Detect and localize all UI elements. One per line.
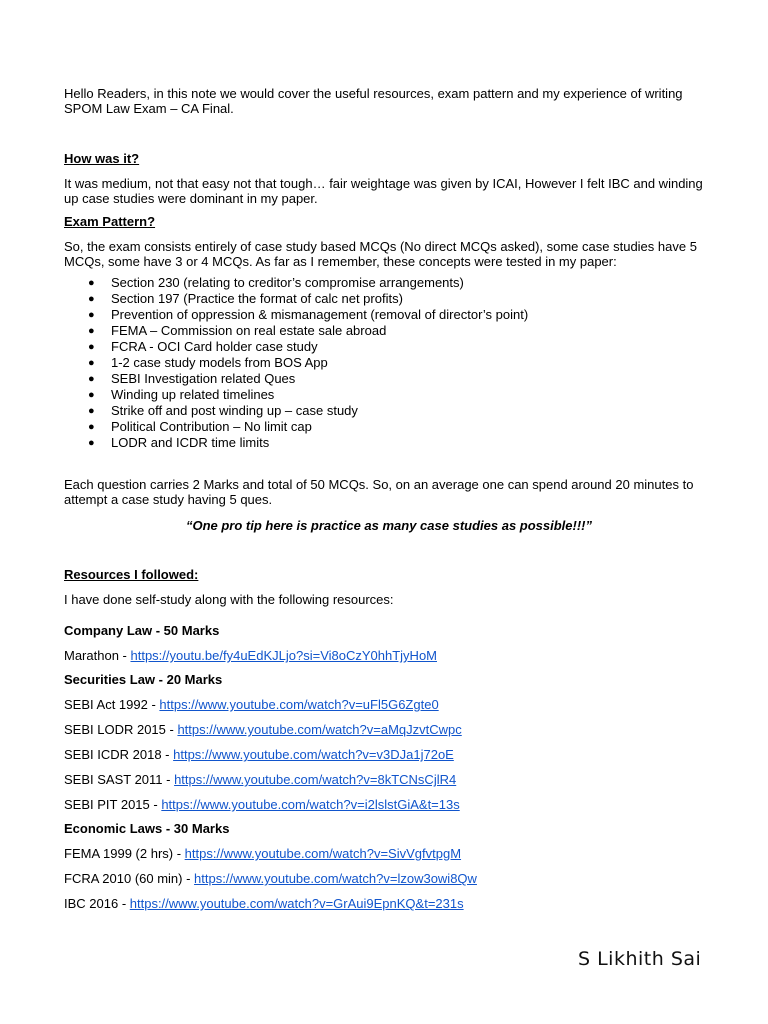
resource-line: [64, 697, 714, 712]
list-item: ● Section 197 (Practice the format of calc net profits): [88, 291, 403, 306]
resource-link[interactable]: https://www.youtube.com/watch?v=aMqJzvtCwpc: [177, 722, 462, 737]
resource-line: [64, 772, 714, 787]
resource-link[interactable]: https://www.youtube.com/watch?v=8kTCNsCjlR4: [174, 772, 457, 787]
bullet-icon: ●: [88, 437, 95, 449]
bullet-icon: ●: [88, 373, 95, 385]
resource-label: SEBI Act 1992 -: [64, 697, 160, 712]
resource-label: SEBI ICDR 2018 -: [64, 747, 174, 762]
resource-link[interactable]: https://www.youtube.com/watch?v=v3DJa1j72oE: [173, 747, 454, 762]
resource-link[interactable]: https://www.youtube.com/watch?v=i2lslstGiA&t=13s: [161, 797, 460, 812]
bullet-icon: ●: [88, 277, 95, 289]
resource-label: SEBI PIT 2015 -: [64, 797, 162, 812]
bullet-icon: ●: [88, 309, 95, 321]
resources-intro: I have done self-study along with the following resources:: [64, 592, 394, 607]
company-law-title: Company Law - 50 Marks: [64, 623, 220, 638]
marks-paragraph: Each question carries 2 Marks and total of 50 MCQs. So, on an average one can spend around 20 minutes to attempt a case study having 5 ques.: [64, 477, 694, 507]
how-was-it-paragraph: It was medium, not that easy not that tough… fair weightage was given by ICAI, However I felt IBC and winding up case studies were dominant in my paper.: [64, 176, 703, 206]
resource-line: [64, 722, 714, 737]
pro-tip-quote: “One pro tip here is practice as many case studies as possible!!!”: [185, 518, 593, 533]
topics-list: [64, 275, 714, 451]
author-signature: S Likhith Sai: [578, 948, 702, 970]
list-item: ● 1-2 case study models from BOS App: [88, 355, 328, 370]
resource-link[interactable]: https://youtu.be/fy4uEdKJLjo?si=Vi8oCzY0hhTjyHoM: [130, 648, 437, 663]
how-was-it-heading: How was it?: [64, 151, 140, 166]
list-item: ● FEMA – Commission on real estate sale abroad: [88, 323, 387, 338]
list-item: ● Section 230 (relating to creditor’s compromise arrangements): [88, 275, 464, 290]
list-item: ● FCRA - OCI Card holder case study: [88, 339, 318, 354]
resource-line: [64, 797, 714, 812]
resource-label: IBC 2016 -: [64, 896, 130, 911]
resource-label: FCRA 2010 (60 min) -: [64, 871, 195, 886]
list-item: ● Political Contribution – No limit cap: [88, 419, 312, 434]
resource-label: SEBI LODR 2015 -: [64, 722, 178, 737]
list-item: ● SEBI Investigation related Ques: [88, 371, 296, 386]
list-item: ● LODR and ICDR time limits: [88, 435, 270, 450]
exam-pattern-paragraph: So, the exam consists entirely of case study based MCQs (No direct MCQs asked), some case studies have 5 MCQs, some have 3 or 4 MCQs. As far as I remember, these concepts were tested in my paper:: [64, 239, 697, 269]
document-body: [64, 86, 714, 911]
list-item: ● Prevention of oppression & mismanagement (removal of director’s point): [88, 307, 529, 322]
resource-link[interactable]: https://www.youtube.com/watch?v=GrAui9EpnKQ&t=231s: [129, 896, 464, 911]
resource-line: [64, 871, 714, 886]
bullet-icon: ●: [88, 325, 95, 337]
resource-label: FEMA 1999 (2 hrs) -: [64, 846, 185, 861]
bullet-icon: ●: [88, 357, 95, 369]
list-item: ● Strike off and post winding up – case study: [88, 403, 358, 418]
resource-line: [64, 846, 714, 861]
resource-link[interactable]: https://www.youtube.com/watch?v=uFl5G6Zgte0: [159, 697, 439, 712]
bullet-icon: ●: [88, 405, 95, 417]
bullet-icon: ●: [88, 293, 95, 305]
resource-label: SEBI SAST 2011 -: [64, 772, 175, 787]
list-item: ● Winding up related timelines: [88, 387, 275, 402]
resource-line: [64, 747, 714, 762]
resource-link[interactable]: https://www.youtube.com/watch?v=lzow3owi8Qw: [194, 871, 477, 886]
bullet-icon: ●: [88, 341, 95, 353]
exam-pattern-heading: Exam Pattern?: [64, 214, 156, 229]
bullet-icon: ●: [88, 389, 95, 401]
resource-label: Marathon -: [64, 648, 131, 663]
bullet-icon: ●: [88, 421, 95, 433]
resource-line: [64, 648, 714, 663]
economic-laws-title: Economic Laws - 30 Marks: [64, 821, 230, 836]
intro-paragraph: Hello Readers, in this note we would cover the useful resources, exam pattern and my experience of writing SPOM Law Exam – CA Final.: [64, 86, 683, 116]
resources-heading: Resources I followed:: [64, 567, 199, 582]
securities-law-title: Securities Law - 20 Marks: [64, 672, 223, 687]
resource-line: [64, 896, 714, 911]
resource-link[interactable]: https://www.youtube.com/watch?v=SivVgfvtpgM: [184, 846, 462, 861]
